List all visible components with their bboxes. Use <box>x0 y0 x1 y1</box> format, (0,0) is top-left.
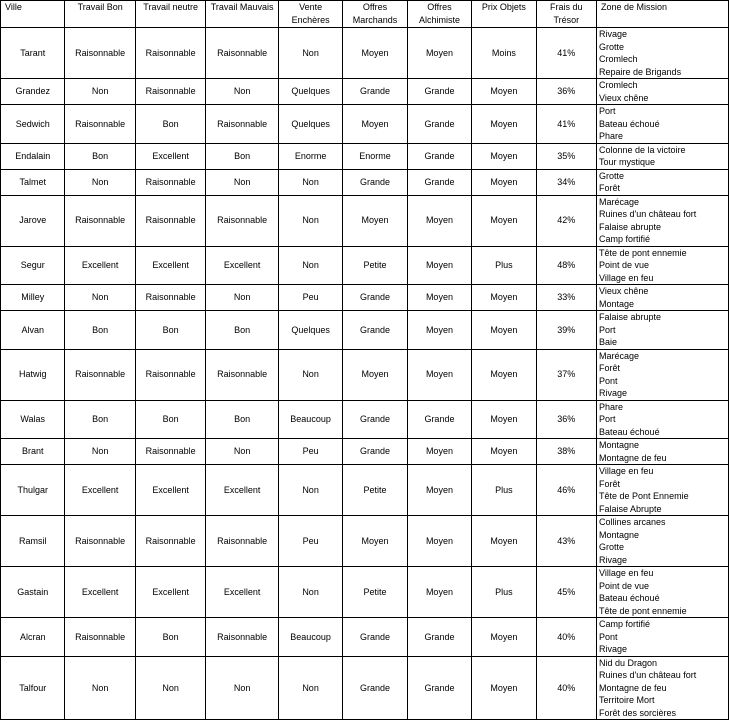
cell-vente-encheres: Peu <box>278 285 342 311</box>
table-row <box>1 79 729 105</box>
zone-item: Forêt des sorcières <box>599 707 677 718</box>
cell-offres-marchands: Moyen <box>343 349 407 400</box>
cell-travail-mauvais: Excellent <box>206 465 278 516</box>
cell-vente-encheres: Peu <box>278 439 342 465</box>
zone-item: Bateau échoué <box>599 593 660 603</box>
cell-ville: Walas <box>1 400 65 439</box>
table-row <box>1 143 729 169</box>
header-frais-tresor: Frais du Trésor <box>536 1 596 28</box>
cell-offres-marchands: Grande <box>343 285 407 311</box>
cell-ville: Brant <box>1 439 65 465</box>
cell-frais-tresor: 41% <box>536 105 596 144</box>
cell-travail-neutre: Raisonnable <box>135 195 205 246</box>
zone-item: Camp fortifié <box>599 234 651 244</box>
cell-vente-encheres: Non <box>278 195 342 246</box>
cell-prix-objets: Moyen <box>472 400 536 439</box>
cell-travail-neutre: Non <box>135 656 205 720</box>
cell-ville: Jarove <box>1 195 65 246</box>
cell-vente-encheres: Peu <box>278 516 342 567</box>
cell-travail-neutre: Bon <box>135 400 205 439</box>
zone-item: Montagne <box>599 440 640 450</box>
cell-travail-neutre: Bon <box>135 311 205 350</box>
cell-ville: Milley <box>1 285 65 311</box>
cell-offres-alchimiste: Moyen <box>407 246 471 285</box>
cell-offres-alchimiste: Grande <box>407 105 471 144</box>
zone-item: Rivage <box>599 29 628 39</box>
header-offres-marchands: Offres Marchands <box>343 1 407 28</box>
header-ville: Ville <box>1 1 65 28</box>
cell-offres-alchimiste: Moyen <box>407 195 471 246</box>
cell-ville: Grandez <box>1 79 65 105</box>
cell-frais-tresor: 35% <box>536 143 596 169</box>
cell-offres-marchands: Grande <box>343 656 407 720</box>
cell-travail-neutre: Raisonnable <box>135 349 205 400</box>
zone-item: Falaise abrupte <box>599 312 662 322</box>
zone-item: Montagne de feu <box>599 452 667 463</box>
cell-travail-bon: Bon <box>65 400 135 439</box>
cell-zone-mission <box>597 656 729 720</box>
cell-frais-tresor: 36% <box>536 79 596 105</box>
header-zone-mission: Zone de Mission <box>597 1 729 28</box>
cell-frais-tresor: 41% <box>536 28 596 79</box>
header-travail-mauvais: Travail Mauvais <box>206 1 278 28</box>
cell-zone-mission <box>597 439 729 465</box>
cell-frais-tresor: 43% <box>536 516 596 567</box>
zone-item: Colonne de la victoire <box>599 144 686 155</box>
cell-travail-mauvais: Raisonnable <box>206 195 278 246</box>
cell-offres-alchimiste: Moyen <box>407 285 471 311</box>
cell-travail-bon: Non <box>65 79 135 105</box>
cell-zone-mission <box>597 285 729 311</box>
cell-vente-encheres: Beaucoup <box>278 400 342 439</box>
header-travail-bon: Travail Bon <box>65 1 135 28</box>
cell-travail-neutre: Bon <box>135 105 205 144</box>
header-prix-objets: Prix Objets <box>472 1 536 28</box>
header-travail-neutre: Travail neutre <box>135 1 205 28</box>
cell-travail-neutre: Bon <box>135 618 205 657</box>
zone-item: Point de vue <box>599 580 650 591</box>
cell-zone-mission <box>597 618 729 657</box>
cell-travail-mauvais: Non <box>206 285 278 311</box>
cell-travail-bon: Raisonnable <box>65 195 135 246</box>
cell-travail-neutre: Excellent <box>135 143 205 169</box>
zone-item: Port <box>599 414 616 424</box>
cell-travail-bon: Raisonnable <box>65 516 135 567</box>
cell-vente-encheres: Non <box>278 169 342 195</box>
cell-vente-encheres: Non <box>278 465 342 516</box>
cell-ville: Talfour <box>1 656 65 720</box>
cell-travail-bon: Non <box>65 439 135 465</box>
cell-ville: Tarant <box>1 28 65 79</box>
zone-item: Cromlech <box>599 54 638 64</box>
zone-item: Falaise Abrupte <box>599 503 662 514</box>
cell-frais-tresor: 34% <box>536 169 596 195</box>
cell-travail-mauvais: Bon <box>206 311 278 350</box>
cell-frais-tresor: 36% <box>536 400 596 439</box>
cell-offres-alchimiste: Moyen <box>407 465 471 516</box>
zone-item: Village en feu <box>599 466 654 476</box>
cell-frais-tresor: 48% <box>536 246 596 285</box>
cell-frais-tresor: 39% <box>536 311 596 350</box>
table-row <box>1 311 729 350</box>
cell-travail-mauvais: Raisonnable <box>206 349 278 400</box>
cell-offres-alchimiste: Grande <box>407 79 471 105</box>
cell-offres-alchimiste: Moyen <box>407 349 471 400</box>
zone-item: Bateau échoué <box>599 118 660 129</box>
cell-offres-alchimiste: Moyen <box>407 567 471 618</box>
cell-vente-encheres: Non <box>278 28 342 79</box>
zone-item: Port <box>599 324 616 335</box>
cell-travail-neutre: Raisonnable <box>135 79 205 105</box>
cell-offres-alchimiste: Moyen <box>407 28 471 79</box>
zone-item: Montage <box>599 298 635 309</box>
zone-item: Marécage <box>599 350 640 361</box>
cell-vente-encheres: Quelques <box>278 311 342 350</box>
cell-zone-mission <box>597 400 729 439</box>
cell-offres-marchands: Moyen <box>343 28 407 79</box>
cell-offres-alchimiste: Grande <box>407 143 471 169</box>
cell-zone-mission <box>597 567 729 618</box>
cell-frais-tresor: 45% <box>536 567 596 618</box>
cell-travail-mauvais: Raisonnable <box>206 618 278 657</box>
zone-item: Rivage <box>599 554 628 565</box>
table-row <box>1 28 729 79</box>
cell-offres-alchimiste: Grande <box>407 169 471 195</box>
cell-vente-encheres: Quelques <box>278 79 342 105</box>
zone-item: Rivage <box>599 388 628 398</box>
zone-item: Cromlech <box>599 80 638 90</box>
cell-travail-mauvais: Bon <box>206 143 278 169</box>
zone-item: Montagne de feu <box>599 682 667 693</box>
cell-travail-mauvais: Non <box>206 79 278 105</box>
cell-travail-neutre: Raisonnable <box>135 285 205 311</box>
cell-offres-marchands: Grande <box>343 618 407 657</box>
zone-item: Nid du Dragon <box>599 657 658 668</box>
cell-prix-objets: Plus <box>472 246 536 285</box>
cell-travail-neutre: Excellent <box>135 567 205 618</box>
table-row <box>1 400 729 439</box>
cell-zone-mission <box>597 311 729 350</box>
cell-ville: Ramsil <box>1 516 65 567</box>
zone-item: Vieux chêne <box>599 286 649 296</box>
cell-frais-tresor: 42% <box>536 195 596 246</box>
zone-item: Forêt <box>599 363 621 373</box>
table-body <box>1 28 729 720</box>
zone-item: Tête de pont ennemie <box>599 247 687 258</box>
cell-prix-objets: Moyen <box>472 311 536 350</box>
cell-travail-mauvais: Excellent <box>206 567 278 618</box>
cell-prix-objets: Moyen <box>472 618 536 657</box>
cell-prix-objets: Moyen <box>472 79 536 105</box>
cell-travail-bon: Raisonnable <box>65 105 135 144</box>
cell-ville: Gastain <box>1 567 65 618</box>
cell-zone-mission <box>597 143 729 169</box>
zone-item: Baie <box>599 337 618 347</box>
cell-ville: Hatwig <box>1 349 65 400</box>
cell-travail-mauvais: Non <box>206 656 278 720</box>
zone-item: Forêt <box>599 183 621 193</box>
cell-travail-bon: Bon <box>65 143 135 169</box>
cell-prix-objets: Moyen <box>472 143 536 169</box>
cell-vente-encheres: Quelques <box>278 105 342 144</box>
cell-travail-neutre: Raisonnable <box>135 28 205 79</box>
cell-ville: Endalain <box>1 143 65 169</box>
zone-item: Marécage <box>599 196 640 207</box>
cell-ville: Sedwich <box>1 105 65 144</box>
cell-offres-marchands: Grande <box>343 439 407 465</box>
cell-offres-marchands: Moyen <box>343 516 407 567</box>
cell-prix-objets: Moyen <box>472 656 536 720</box>
zone-item: Collines arcanes <box>599 517 666 527</box>
cell-ville: Thulgar <box>1 465 65 516</box>
cell-ville: Segur <box>1 246 65 285</box>
header-offres-alchimiste: Offres Alchimiste <box>407 1 471 28</box>
cell-ville: Alcran <box>1 618 65 657</box>
zone-item: Port <box>599 106 616 116</box>
cell-offres-alchimiste: Moyen <box>407 439 471 465</box>
zone-item: Territoire Mort <box>599 695 655 705</box>
cell-travail-bon: Non <box>65 169 135 195</box>
zone-item: Forêt <box>599 478 621 489</box>
table-row <box>1 349 729 400</box>
zone-item: Ruines d'un château fort <box>599 209 697 219</box>
cell-prix-objets: Plus <box>472 567 536 618</box>
cell-vente-encheres: Non <box>278 246 342 285</box>
header-vente-encheres: Vente Enchères <box>278 1 342 28</box>
cell-travail-bon: Raisonnable <box>65 349 135 400</box>
zone-item: Montagne <box>599 529 640 540</box>
zone-item: Camp fortifié <box>599 619 651 629</box>
cell-prix-objets: Plus <box>472 465 536 516</box>
cell-frais-tresor: 40% <box>536 656 596 720</box>
cell-travail-neutre: Raisonnable <box>135 169 205 195</box>
cell-zone-mission <box>597 79 729 105</box>
table-row <box>1 618 729 657</box>
cell-offres-marchands: Petite <box>343 246 407 285</box>
zone-item: Point de vue <box>599 260 650 270</box>
cell-zone-mission <box>597 28 729 79</box>
table-row <box>1 285 729 311</box>
cell-prix-objets: Moyen <box>472 105 536 144</box>
zone-item: Grotte <box>599 170 625 181</box>
cell-offres-marchands: Moyen <box>343 105 407 144</box>
cell-vente-encheres: Non <box>278 567 342 618</box>
zone-item: Repaire de Brigands <box>599 66 682 77</box>
cell-travail-mauvais: Non <box>206 169 278 195</box>
cell-travail-bon: Excellent <box>65 567 135 618</box>
zone-item: Vieux chêne <box>599 92 649 103</box>
cell-travail-bon: Raisonnable <box>65 618 135 657</box>
cell-travail-neutre: Raisonnable <box>135 516 205 567</box>
cell-zone-mission <box>597 169 729 195</box>
cell-offres-marchands: Grande <box>343 311 407 350</box>
cell-travail-neutre: Excellent <box>135 465 205 516</box>
zone-item: Village en feu <box>599 568 654 578</box>
cell-zone-mission <box>597 516 729 567</box>
zone-item: Tour mystique <box>599 157 656 167</box>
cell-offres-alchimiste: Grande <box>407 656 471 720</box>
cell-offres-alchimiste: Grande <box>407 618 471 657</box>
cell-prix-objets: Moyen <box>472 439 536 465</box>
cell-offres-marchands: Petite <box>343 465 407 516</box>
cell-travail-mauvais: Raisonnable <box>206 28 278 79</box>
cell-offres-marchands: Grande <box>343 400 407 439</box>
cell-vente-encheres: Beaucoup <box>278 618 342 657</box>
cell-frais-tresor: 40% <box>536 618 596 657</box>
cell-frais-tresor: 46% <box>536 465 596 516</box>
table-row <box>1 105 729 144</box>
zone-item: Grotte <box>599 41 625 52</box>
cell-prix-objets: Moyen <box>472 195 536 246</box>
table-row <box>1 516 729 567</box>
cell-vente-encheres: Non <box>278 349 342 400</box>
cell-travail-mauvais: Raisonnable <box>206 105 278 144</box>
cell-offres-alchimiste: Moyen <box>407 516 471 567</box>
cell-zone-mission <box>597 349 729 400</box>
cell-offres-alchimiste: Grande <box>407 400 471 439</box>
cell-vente-encheres: Enorme <box>278 143 342 169</box>
cell-travail-neutre: Raisonnable <box>135 439 205 465</box>
zone-item: Bateau échoué <box>599 426 660 437</box>
cell-ville: Alvan <box>1 311 65 350</box>
cell-travail-bon: Bon <box>65 311 135 350</box>
cell-travail-bon: Raisonnable <box>65 28 135 79</box>
cell-zone-mission <box>597 465 729 516</box>
zone-item: Rivage <box>599 644 628 654</box>
cell-travail-bon: Non <box>65 656 135 720</box>
zone-item: Tête de Pont Ennemie <box>599 491 689 501</box>
cell-prix-objets: Moyen <box>472 169 536 195</box>
cell-travail-bon: Non <box>65 285 135 311</box>
cell-offres-marchands: Grande <box>343 169 407 195</box>
cell-prix-objets: Moyen <box>472 285 536 311</box>
cell-travail-bon: Excellent <box>65 465 135 516</box>
cell-frais-tresor: 37% <box>536 349 596 400</box>
cell-travail-bon: Excellent <box>65 246 135 285</box>
zone-item: Tête de pont ennemie <box>599 605 687 616</box>
table-row <box>1 656 729 720</box>
zone-item: Phare <box>599 131 624 141</box>
table-row <box>1 465 729 516</box>
cell-frais-tresor: 33% <box>536 285 596 311</box>
table-row <box>1 439 729 465</box>
zone-item: Village en feu <box>599 272 654 283</box>
cell-offres-marchands: Grande <box>343 79 407 105</box>
cell-travail-neutre: Excellent <box>135 246 205 285</box>
zone-item: Falaise abrupte <box>599 221 662 232</box>
cell-zone-mission <box>597 105 729 144</box>
cell-prix-objets: Moyen <box>472 516 536 567</box>
zone-item: Pont <box>599 631 618 642</box>
cell-zone-mission <box>597 246 729 285</box>
zone-item: Grotte <box>599 542 625 552</box>
cell-offres-alchimiste: Moyen <box>407 311 471 350</box>
cell-ville: Talmet <box>1 169 65 195</box>
table-row <box>1 195 729 246</box>
table-row <box>1 246 729 285</box>
header-row <box>1 1 729 28</box>
cell-offres-marchands: Petite <box>343 567 407 618</box>
cell-travail-mauvais: Raisonnable <box>206 516 278 567</box>
cell-prix-objets: Moyen <box>472 349 536 400</box>
cell-travail-mauvais: Bon <box>206 400 278 439</box>
cell-travail-mauvais: Excellent <box>206 246 278 285</box>
cell-offres-marchands: Enorme <box>343 143 407 169</box>
cell-frais-tresor: 38% <box>536 439 596 465</box>
cell-offres-marchands: Moyen <box>343 195 407 246</box>
zone-item: Ruines d'un château fort <box>599 670 697 680</box>
zone-item: Pont <box>599 375 618 386</box>
cell-zone-mission <box>597 195 729 246</box>
cell-vente-encheres: Non <box>278 656 342 720</box>
zone-item: Phare <box>599 401 624 412</box>
table-row <box>1 169 729 195</box>
table-row <box>1 567 729 618</box>
cell-prix-objets: Moins <box>472 28 536 79</box>
cell-travail-mauvais: Non <box>206 439 278 465</box>
